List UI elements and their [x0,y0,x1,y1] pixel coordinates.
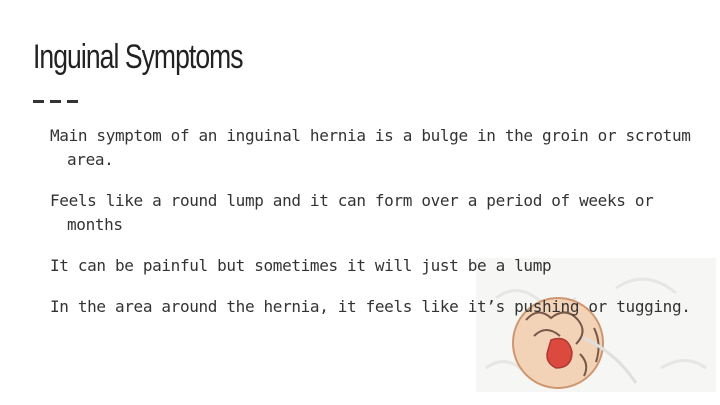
bullet-item: Feels like a round lump and it can form over a period of weeks or months [50,191,663,234]
underline-dash [33,100,44,103]
bullet-item: Main symptom of an inguinal hernia is a bulge in the groin or scrotum area. [50,126,700,169]
bullet-list [50,124,710,336]
bullet-item: In the area around the hernia, it feels like it’s pushing or tugging. [50,297,691,316]
underline-dash [50,100,61,103]
bullet-item: It can be painful but sometimes it will just be a lump [50,256,552,275]
title-underline [33,100,78,103]
slide-title: Inguinal Symptoms [33,38,243,76]
underline-dash [67,100,78,103]
hernia-bulge [547,339,572,369]
